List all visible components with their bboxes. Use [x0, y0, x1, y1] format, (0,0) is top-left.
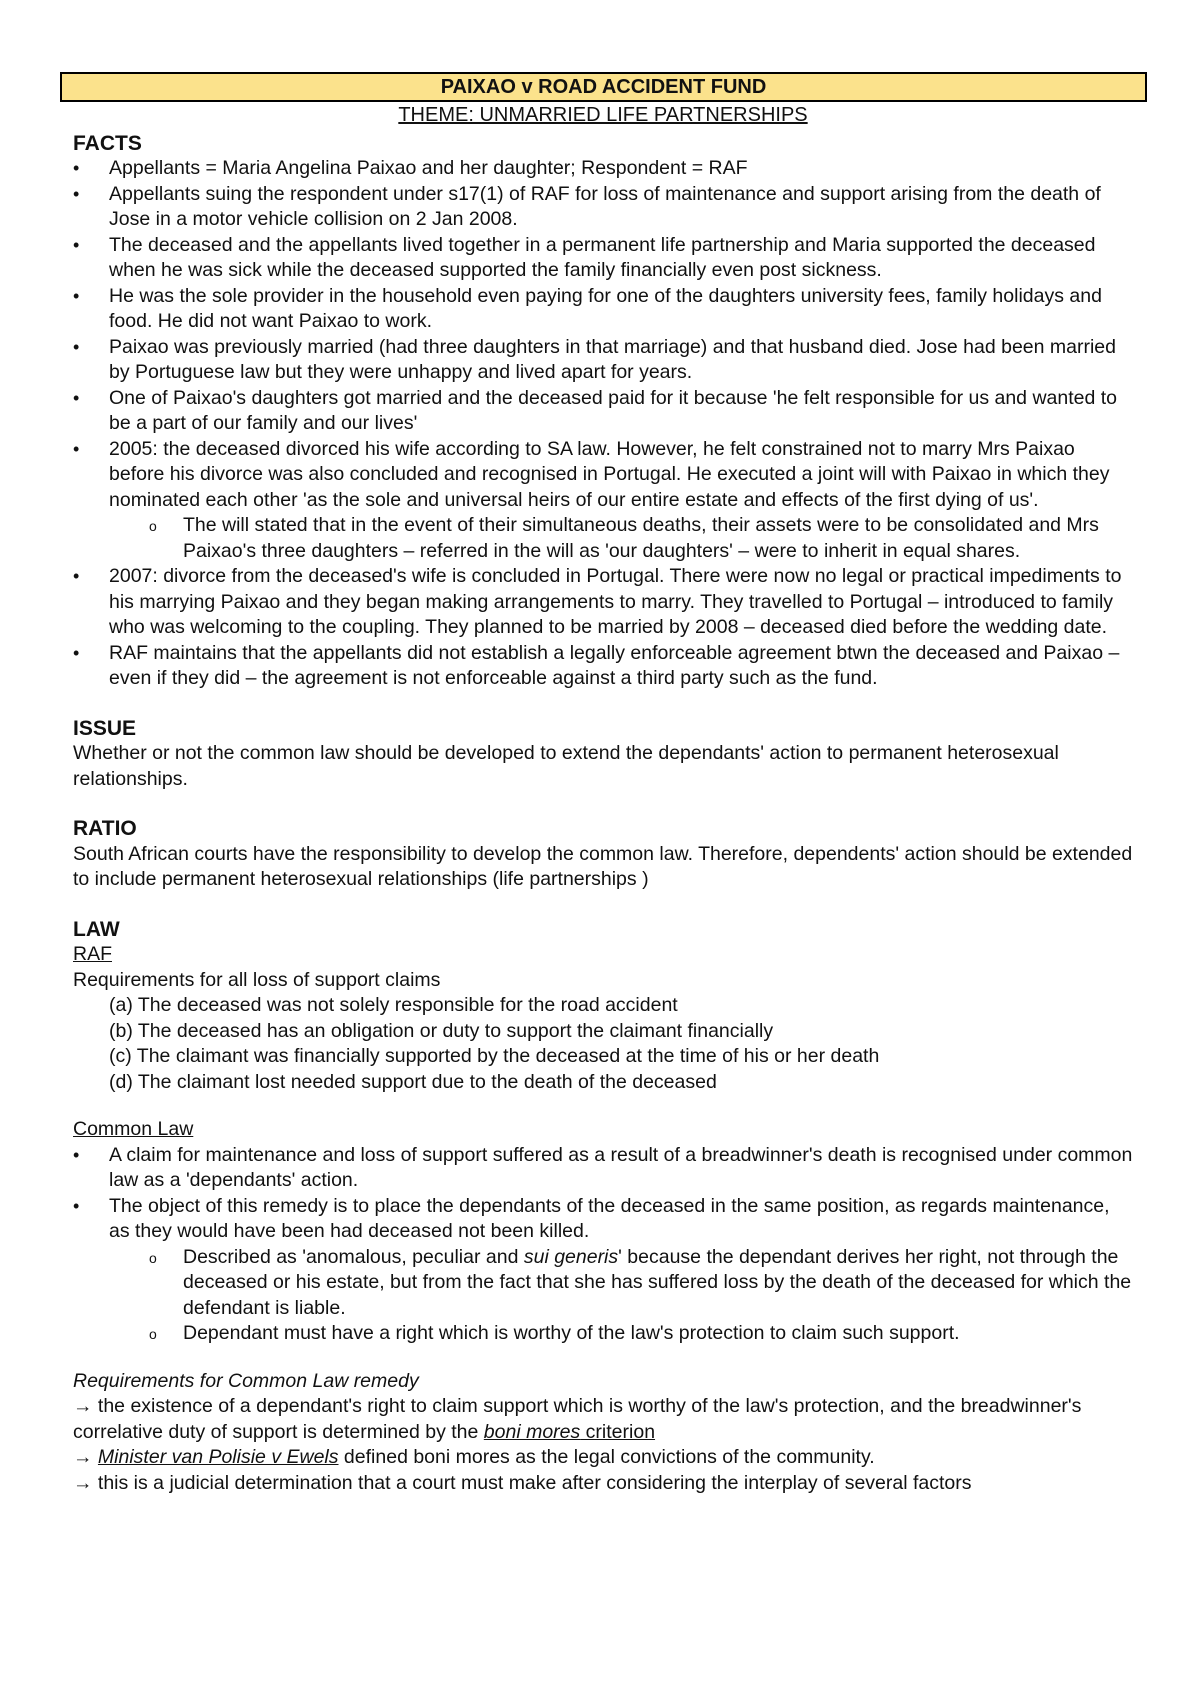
raf-requirement: (c) The claimant was financially supported by the deceased at the time of his or her death [109, 1045, 880, 1067]
issue-text: Whether or not the common law should be developed to extend the dependants' action to permanent heterosexual relationships. [73, 742, 1059, 790]
facts-list [73, 156, 1133, 692]
requirement-line: → this is a judicial determination that a court must make after considering the interplay of several factors [73, 1471, 972, 1494]
raf-intro: Requirements for all loss of support claims [73, 968, 441, 991]
raf-subheading: RAF [73, 943, 112, 965]
will-subitem: o The will stated that in the event of their simultaneous deaths, their assets were to be consolidated and Mrs Paixao's three daughters – referred in the will as 'our daughters' – were to inherit in equal shares. [73, 513, 1133, 564]
common-law-subitem: o Dependant must have a right which is worthy of the law's protection to claim such support. [73, 1321, 1133, 1347]
common-law-sublist [73, 1245, 1133, 1347]
common-law-subheading: Common Law [73, 1118, 194, 1140]
raf-requirement: (a) The deceased was not solely responsible for the road accident [109, 994, 678, 1016]
theme-line: THEME: UNMARRIED LIFE PARTNERSHIPS [398, 104, 808, 126]
sui-generis-term: sui generis [523, 1245, 619, 1268]
requirements-heading: Requirements for Common Law remedy [73, 1369, 419, 1392]
facts-item: • Appellants = Maria Angelina Paixao and her daughter; Respondent = RAF [73, 156, 1133, 182]
common-law-item: • A claim for maintenance and loss of support suffered as a result of a breadwinner's death is recognised under common law as a 'dependants' action. [73, 1143, 1133, 1194]
raf-requirement: (b) The deceased has an obligation or duty to support the claimant financially [109, 1019, 774, 1042]
ratio-heading: RATIO [73, 817, 137, 840]
raf-requirement: (d) The claimant lost needed support due to the death of the deceased [109, 1070, 717, 1093]
common-law-subitem: o Described as 'anomalous, peculiar and sui generis' because the dependant derives her right, not through the deceased or his estate, but from the fact that she has suffered loss by the death of the deceased for which the defendant is liable. [73, 1245, 1133, 1322]
common-law-item [73, 1194, 1133, 1347]
facts-item: • One of Paixao's daughters got married and the deceased paid for it because 'he felt responsible for us and wanted to be a part of our family and our lives' [73, 386, 1133, 437]
ratio-text: South African courts have the responsibility to develop the common law. Therefore, dependents' action should be extended to include permanent heterosexual relationships (life partnerships ) [73, 842, 1133, 890]
case-citation: Minister van Polisie v Ewels [97, 1446, 339, 1468]
facts-item: • Paixao was previously married (had three daughters in that marriage) and that husband died. Jose had been married by Portuguese law but they were unhappy and lived apart for years. [73, 335, 1133, 386]
will-sublist [73, 513, 1133, 564]
requirement-line: → the existence of a dependant's right to claim support which is worthy of the law's protection, and the breadwinner's correlative duty of support is determined by the boni mores criterion [73, 1395, 1082, 1443]
boni-mores-term: boni mores [483, 1420, 581, 1443]
facts-item: • Appellants suing the respondent under s17(1) of RAF for loss of maintenance and support arising from the death of Jose in a motor vehicle collision on 2 Jan 2008. [73, 182, 1133, 233]
facts-item: • 2007: divorce from the deceased's wife is concluded in Portugal. There were now no legal or practical impediments to his marrying Paixao and they began making arrangements to marry. They travelled to Portugal – introduced to family who was welcoming to the coupling. They planned to be married by 2008 – deceased died before the wedding date. [73, 564, 1133, 641]
common-law-list [73, 1143, 1133, 1347]
facts-item: • The deceased and the appellants lived together in a permanent life partnership and Maria supported the deceased when he was sick while the deceased supported the family financially even post sickness. [73, 233, 1133, 284]
requirement-line: → Minister van Polisie v Ewels defined boni mores as the legal convictions of the community. [73, 1446, 875, 1468]
facts-item: • He was the sole provider in the household even paying for one of the daughters university fees, family holidays and food. He did not want Paixao to work. [73, 284, 1133, 335]
facts-heading: FACTS [73, 131, 142, 155]
facts-item-text: 2005: the deceased divorced his wife according to SA law. However, he felt constrained not to marry Mrs Paixao before his divorce was also concluded and recognised in Portugal. He executed a joint will with Paixao in which they nominated each other 'as the sole and universal heirs of our entire estate and effects of the first dying of us'. [109, 437, 1110, 511]
common-law-item-text: The object of this remedy is to place the dependants of the deceased in the same position, as regards maintenance, as they would have been had deceased not been killed. [109, 1194, 1110, 1242]
case-title: PAIXAO v ROAD ACCIDENT FUND [60, 72, 1147, 102]
facts-item: • RAF maintains that the appellants did not establish a legally enforceable agreement btwn the deceased and Paixao – even if they did – the agreement is not enforceable against a third party such as the fund. [73, 641, 1133, 692]
document-page [73, 72, 1133, 1496]
facts-item [73, 437, 1133, 565]
law-heading: LAW [73, 917, 120, 941]
issue-heading: ISSUE [73, 716, 137, 740]
